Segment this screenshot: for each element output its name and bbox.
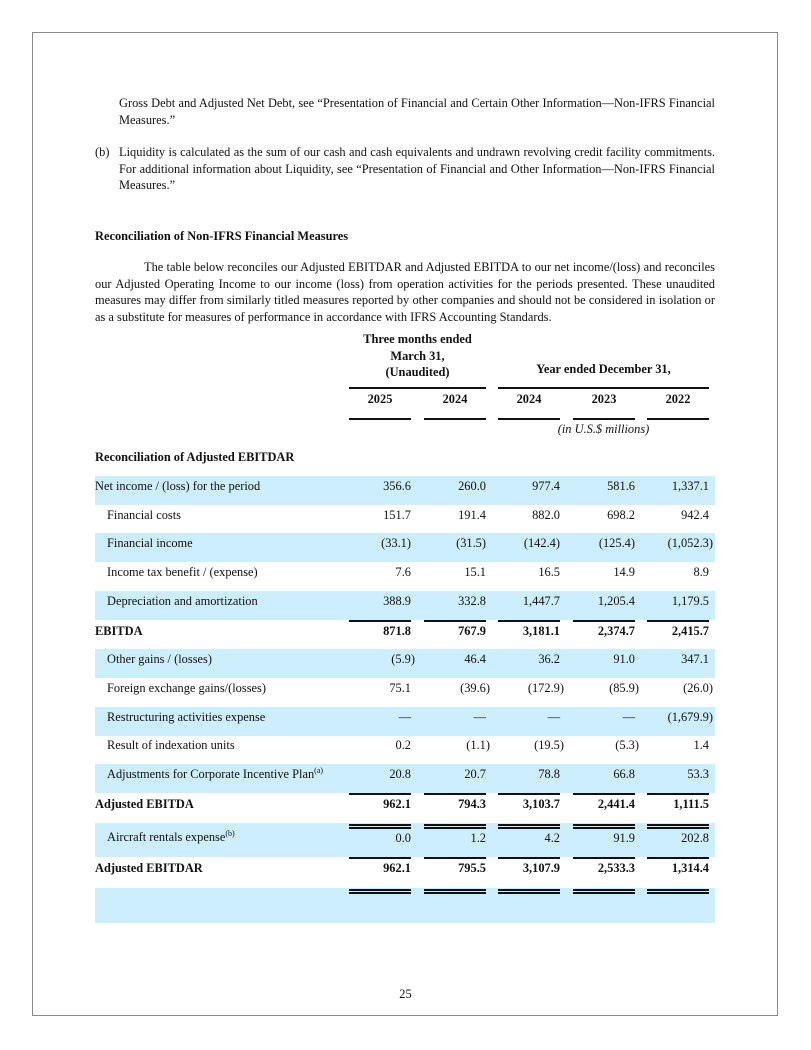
cell: 871.8 bbox=[383, 624, 411, 638]
footnote-b-text: Liquidity is calculated as the sum of our cash and cash equivalents and undrawn revolving credit facility commitments. For additional information about Liquidity, see “Presentation of Financial and Other Information—Non-IFRS Financial Measures.” bbox=[119, 145, 715, 192]
cell: 3,103.7 bbox=[522, 797, 560, 811]
cell: 962.1 bbox=[383, 861, 411, 875]
cell: — bbox=[398, 710, 411, 724]
cell: 581.6 bbox=[607, 479, 635, 493]
cell: 3,107.9 bbox=[522, 861, 560, 875]
cell: 14.9 bbox=[613, 565, 635, 579]
row-label: EBITDA bbox=[95, 624, 143, 638]
table-row-income-tax bbox=[95, 562, 715, 591]
table-row-depreciation bbox=[95, 591, 715, 620]
column-header-2024: 2024 bbox=[516, 392, 542, 406]
table-row-ebitda bbox=[95, 621, 715, 650]
cell: 962.1 bbox=[383, 797, 411, 811]
column-rule bbox=[498, 418, 560, 420]
cell: 191.4 bbox=[458, 508, 486, 522]
cell: 66.8 bbox=[613, 767, 635, 781]
row-label: Income tax benefit / (expense) bbox=[107, 565, 258, 579]
table-row-restructuring bbox=[95, 707, 715, 736]
cell: (1.1) bbox=[466, 738, 490, 752]
cell: 3,181.1 bbox=[522, 624, 560, 638]
cell: 2,374.7 bbox=[597, 624, 635, 638]
cell: 1.2 bbox=[470, 831, 486, 845]
units-note: (in U.S.$ millions) bbox=[557, 422, 650, 436]
column-rule bbox=[349, 418, 411, 420]
cell: 942.4 bbox=[681, 508, 709, 522]
cell: 1,314.4 bbox=[671, 861, 709, 875]
cell: 75.1 bbox=[389, 681, 411, 695]
intro-paragraph: The table below reconciles our Adjusted EBITDAR and Adjusted EBITDA to our net income/(loss) and reconciles our Adjusted Operating Income to our income (loss) from operation activities for the periods presented. These unaudited measures may differ from similarly titled measures reported by other companies and should not be considered in isolation or as a substitute for measures of performance in accordance with IFRS Accounting Standards. bbox=[95, 260, 715, 324]
cell: 2,415.7 bbox=[671, 624, 709, 638]
table-title: Reconciliation of Adjusted EBITDAR bbox=[95, 450, 295, 464]
row-label: Financial costs bbox=[107, 508, 181, 522]
table-row-financial-costs bbox=[95, 505, 715, 534]
table-row-adjusted-ebitda bbox=[95, 794, 715, 823]
cell: (5.3) bbox=[615, 738, 639, 752]
cell: 0.0 bbox=[395, 831, 411, 845]
cell: 4.2 bbox=[544, 831, 560, 845]
table-row-net-income bbox=[95, 476, 715, 505]
cell: 15.1 bbox=[464, 565, 486, 579]
table-row-foreign-exchange bbox=[95, 678, 715, 707]
row-label: Depreciation and amortization bbox=[107, 594, 258, 608]
cell: (125.4) bbox=[598, 536, 635, 550]
header-rule-year-ended bbox=[498, 387, 709, 389]
cell: (26.0) bbox=[683, 681, 713, 695]
cell: 698.2 bbox=[607, 508, 635, 522]
cell: 7.6 bbox=[395, 565, 411, 579]
footnote-b-marker: (b) bbox=[95, 145, 110, 159]
cell: 0.2 bbox=[395, 738, 411, 752]
row-label: Foreign exchange gains/(losses) bbox=[107, 681, 266, 695]
table-row-corporate-incentive bbox=[95, 764, 715, 793]
row-label-text: Adjustments for Corporate Incentive Plan bbox=[107, 767, 315, 781]
row-label: Adjusted EBITDAR bbox=[95, 861, 203, 875]
cell: 1,447.7 bbox=[522, 594, 560, 608]
row-label: Restructuring activities expense bbox=[107, 710, 266, 724]
double-rule bbox=[349, 824, 411, 829]
cell: (19.5) bbox=[534, 738, 564, 752]
cell: 977.4 bbox=[532, 479, 560, 493]
cell: (1,679.9) bbox=[667, 710, 713, 724]
header-three-months-line1: Three months ended bbox=[363, 332, 472, 346]
cell: (5.9) bbox=[391, 652, 415, 666]
cell: 202.8 bbox=[681, 831, 709, 845]
column-header-2022: 2022 bbox=[665, 392, 691, 406]
row-label-text: Aircraft rentals expense bbox=[107, 830, 226, 844]
cell: 1,337.1 bbox=[671, 479, 709, 493]
table-row-other-gains bbox=[95, 649, 715, 678]
footnote-ref-a: (a) bbox=[314, 766, 324, 775]
cell: 356.6 bbox=[383, 479, 411, 493]
cell: (142.4) bbox=[523, 536, 560, 550]
cell: 78.8 bbox=[538, 767, 560, 781]
cell: (31.5) bbox=[456, 536, 486, 550]
cell: 332.8 bbox=[458, 594, 486, 608]
cell: 1,179.5 bbox=[671, 594, 709, 608]
row-label bbox=[107, 767, 323, 782]
cell: (33.1) bbox=[381, 536, 411, 550]
cell: 8.9 bbox=[693, 565, 709, 579]
double-rule bbox=[424, 824, 486, 829]
footnote-a-continuation: Gross Debt and Adjusted Net Debt, see “Presentation of Financial and Certain Other Information—Non-IFRS Financial Measures.” bbox=[119, 96, 715, 127]
section-heading: Reconciliation of Non-IFRS Financial Measures bbox=[95, 229, 349, 243]
cell: 260.0 bbox=[458, 479, 486, 493]
row-label: Net income / (loss) for the period bbox=[95, 479, 261, 493]
header-year-ended: Year ended December 31, bbox=[536, 362, 671, 376]
row-label: Result of indexation units bbox=[107, 738, 235, 752]
cell: 882.0 bbox=[532, 508, 560, 522]
cell: 794.3 bbox=[458, 797, 486, 811]
double-rule bbox=[573, 824, 635, 829]
header-rule-three-months bbox=[349, 387, 486, 389]
footnote-b bbox=[95, 144, 715, 194]
double-rule bbox=[498, 889, 560, 894]
cell: 2,441.4 bbox=[597, 797, 635, 811]
cell: 1.4 bbox=[693, 738, 709, 752]
row-label: Other gains / (losses) bbox=[107, 652, 212, 666]
cell: (85.9) bbox=[609, 681, 639, 695]
double-rule bbox=[647, 889, 709, 894]
cell: 91.0 bbox=[613, 652, 635, 666]
cell: 767.9 bbox=[458, 624, 486, 638]
double-rule bbox=[424, 889, 486, 894]
cell: — bbox=[622, 710, 635, 724]
double-rule bbox=[349, 889, 411, 894]
cell: 151.7 bbox=[383, 508, 411, 522]
cell: (172.9) bbox=[527, 681, 564, 695]
double-rule bbox=[647, 824, 709, 829]
row-label bbox=[107, 830, 235, 845]
column-header-2023: 2023 bbox=[591, 392, 617, 406]
cell: 1,111.5 bbox=[673, 797, 709, 811]
cell: 20.7 bbox=[464, 767, 486, 781]
cell: 46.4 bbox=[464, 652, 486, 666]
row-label: Adjusted EBITDA bbox=[95, 797, 194, 811]
cell: 2,533.3 bbox=[597, 861, 635, 875]
double-rule bbox=[573, 889, 635, 894]
column-rule bbox=[573, 418, 635, 420]
cell: 36.2 bbox=[538, 652, 560, 666]
column-rule bbox=[424, 418, 486, 420]
column-header-2025-q1: 2025 bbox=[367, 392, 393, 406]
cell: 91.9 bbox=[613, 831, 635, 845]
cell: 795.5 bbox=[458, 861, 486, 875]
double-rule bbox=[498, 824, 560, 829]
cell: — bbox=[473, 710, 486, 724]
footnote-ref-b: (b) bbox=[225, 829, 235, 838]
page-number: 25 bbox=[399, 987, 412, 1001]
table-row-indexation-units bbox=[95, 735, 715, 764]
row-label: Financial income bbox=[107, 536, 193, 550]
cell: 16.5 bbox=[538, 565, 560, 579]
cell: — bbox=[547, 710, 560, 724]
column-header-2024-q1: 2024 bbox=[442, 392, 468, 406]
cell: 20.8 bbox=[389, 767, 411, 781]
table-row-adjusted-ebitdar bbox=[95, 858, 715, 887]
table-row-financial-income bbox=[95, 533, 715, 562]
cell: 388.9 bbox=[383, 594, 411, 608]
header-three-months-line2: March 31, bbox=[390, 348, 445, 363]
header-three-months-line3: (Unaudited) bbox=[385, 365, 450, 379]
cell: 53.3 bbox=[687, 767, 709, 781]
cell: 347.1 bbox=[681, 652, 709, 666]
cell: (39.6) bbox=[460, 681, 490, 695]
header-three-months bbox=[349, 331, 486, 381]
column-rule bbox=[647, 418, 709, 420]
cell: 1,205.4 bbox=[597, 594, 635, 608]
cell: (1,052.3) bbox=[667, 536, 713, 550]
